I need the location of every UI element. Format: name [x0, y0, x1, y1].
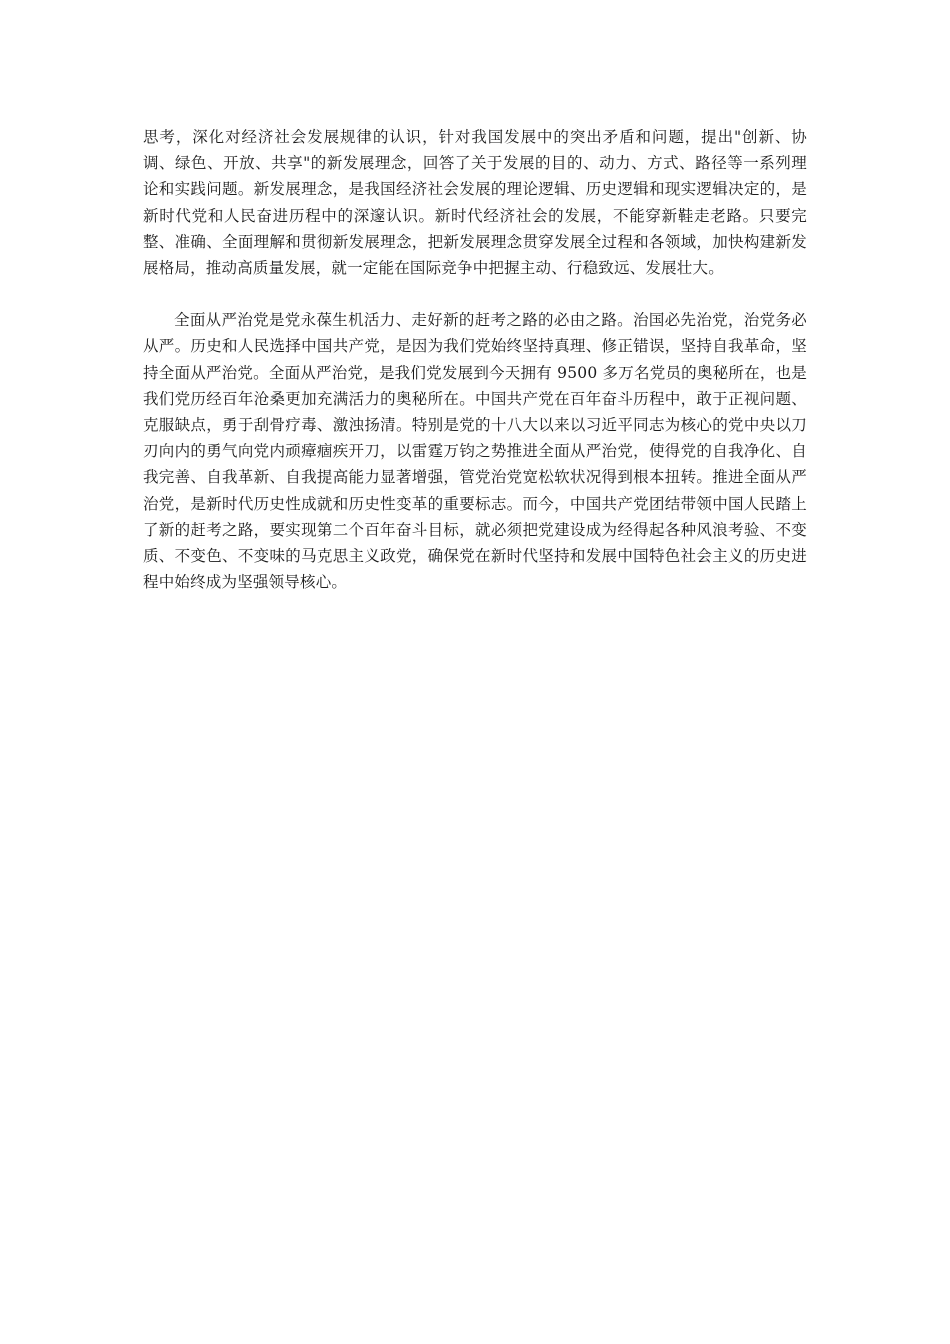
paragraph-party-governance: 全面从严治党是党永葆生机活力、走好新的赶考之路的必由之路。治国必先治党，治党务必从严。历史和人民选择中国共产党，是因为我们党始终坚持真理、修正错误，坚持自我革命，坚持全面从严治党。全面从严治党，是我们党发展到今天拥有 9500 多万名党员的奥秘所在，也是我们党历经百年沧桑更加充满活力的奥秘所在。中国共产党在百年奋斗历程中，敢于正视问题、克服缺点，勇于刮骨疗毒、激浊扬清。特别是党的十八大以来以习近平同志为核心的党中央以刀刃向内的勇气向党内顽瘴痼疾开刀，以雷霆万钧之势推进全面从严治党，使得党的自我净化、自我完善、自我革新、自我提高能力显著增强，管党治党宽松软状况得到根本扭转。推进全面从严治党，是新时代历史性成就和历史性变革的重要标志。而今，中国共产党团结带领中国人民踏上了新的赶考之路，要实现第二个百年奋斗目标，就必须把党建设成为经得起各种风浪考验、不变质、不变色、不变味的马克思主义政党，确保党在新时代坚持和发展中国特色社会主义的历史进程中始终成为坚强领导核心。: [143, 311, 807, 592]
paragraph-continued: 思考，深化对经济社会发展规律的认识，针对我国发展中的突出矛盾和问题，提出"创新、协调、绿色、开放、共享"的新发展理念，回答了关于发展的目的、动力、方式、路径等一系列理论和实践问题。新发展理念，是我国经济社会发展的理论逻辑、历史逻辑和现实逻辑决定的，是新时代党和人民奋进历程中的深邃认识。新时代经济社会的发展，不能穿新鞋走老路。只要完整、准确、全面理解和贯彻新发展理念，把新发展理念贯穿发展全过程和各领域，加快构建新发展格局，推动高质量发展，就一定能在国际竞争中把握主动、行稳致远、发展壮大。: [143, 128, 807, 278]
document-body: [143, 124, 807, 595]
